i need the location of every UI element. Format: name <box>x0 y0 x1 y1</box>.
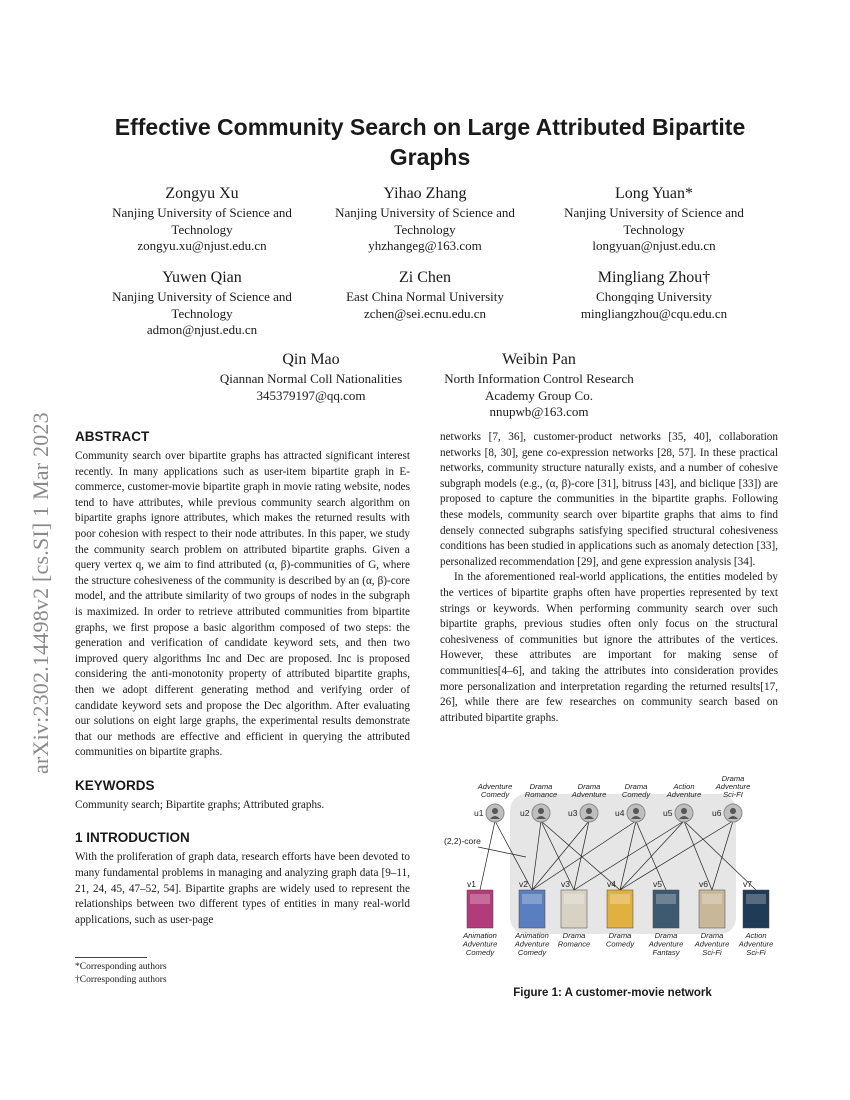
keywords-text: Community search; Bipartite graphs; Attributed graphs. <box>75 798 325 811</box>
user-attribute-label: Adventure <box>571 790 607 799</box>
user-head-icon <box>492 808 498 814</box>
movie-attribute-label: Fantasy <box>652 948 680 957</box>
author-affiliation: Chongqing University <box>596 289 712 304</box>
arxiv-identifier: arXiv:2302.14498v2 [cs.SI] 1 Mar 2023 <box>28 412 53 774</box>
movie-id-label: v1 <box>467 879 476 889</box>
movie-attribute-label: Romance <box>557 939 591 949</box>
introduction-paragraph: In the aforementioned real-world applications, the entities modeled by the vertices of bipartite graphs often have properties represented by text strings or keywords. When performing community search over such bipartite graphs, previous studies often only focus on the structural cohesiveness of communities but ignore the attributes of the vertices. However, these attributes are important for making sense of communities[4–6], and taking the attributes into consideration provides more personalization and interpretation regarding the returned results[17, 26], while there are few researches on community search based on attributed bipartite graphs. <box>440 571 778 724</box>
core-label: (2,2)-core <box>444 836 481 846</box>
user-id-label: u4 <box>615 808 625 818</box>
user-id-label: u3 <box>568 808 578 818</box>
movie-attribute-label: Adventure <box>738 939 774 949</box>
author-block <box>196 350 426 404</box>
author-affiliation: Nanjing University of Science and Technology <box>112 289 292 321</box>
movie-id-label: v7 <box>743 879 752 889</box>
introduction-heading: 1 INTRODUCTION <box>75 830 190 846</box>
footnote: †Corresponding authors <box>75 975 167 985</box>
author-name: Qin Mao <box>282 351 340 368</box>
user-head-icon <box>730 808 736 814</box>
movie-id-label: v3 <box>561 879 570 889</box>
movie-attribute-label: Comedy <box>465 948 495 957</box>
author-affiliation: Nanjing University of Science and Technology <box>335 205 515 237</box>
author-block <box>310 268 540 322</box>
author-block <box>87 268 317 339</box>
author-block <box>424 350 654 421</box>
user-id-label: u6 <box>712 808 722 818</box>
author-name: Zi Chen <box>399 269 451 286</box>
footnote: *Corresponding authors <box>75 962 167 972</box>
author-email[interactable]: admon@njust.edu.cn <box>146 322 258 337</box>
author-email[interactable]: yhzhangeg@163.com <box>368 238 482 253</box>
movie-attribute-label: Adventure <box>514 939 550 949</box>
movie-attribute-label: Comedy <box>517 948 547 957</box>
introduction-paragraph: networks [7, 36], customer-product networks [35, 40], collaboration networks [8, 30], gene co-expression networks [28, 57]. In these practical networks, community structure naturally exists, and a number of cohesive subgraph models (e.g., (α, β)-core [31], bitruss [43], and biclique [33]) are proposed to capture the communities in the bipartite graphs. Following these models, community search over bipartite graphs that aims to find densely connected subgraphs satisfying specified structural cohesiveness conditions has been studied in applications such as anomaly detection [33], personalized recommendation [29], and gene expression analysis [34]. <box>440 431 778 568</box>
movie-poster-highlight <box>564 894 584 904</box>
user-attribute-label: Adventure <box>715 782 751 791</box>
author-affiliation: Nanjing University of Science and Technology <box>112 205 292 237</box>
user-attribute-label: Sci-FI <box>723 790 743 799</box>
movie-poster-highlight <box>702 894 722 904</box>
left-column <box>75 428 410 928</box>
movie-attribute-label: Sci-Fi <box>702 948 722 957</box>
author-block <box>310 184 540 255</box>
movie-attribute-label: Animation <box>515 931 549 940</box>
movie-attribute-label: Animation <box>463 931 497 940</box>
author-email[interactable]: longyuan@njust.edu.cn <box>592 238 716 253</box>
user-id-label: u1 <box>474 808 484 818</box>
movie-attribute-label: Drama <box>654 931 678 940</box>
user-head-icon <box>633 808 639 814</box>
user-attribute-label: Drama <box>721 774 745 783</box>
author-name: Long Yuan* <box>614 185 694 202</box>
introduction-text: With the proliferation of graph data, research efforts have been devoted to many fundamental problems in managing and analyzing graph data [9–11, 21, 24, 45, 47–52, 54]. Bipartite graphs are widely used to represent the relationships between two different types of entities in many real-world applications, such as user-page <box>75 851 410 926</box>
user-attribute-label: Romance <box>524 790 558 799</box>
user-attribute-label: Adventure <box>666 790 702 799</box>
user-id-label: u5 <box>663 808 673 818</box>
movie-id-label: v2 <box>519 879 528 889</box>
user-head-icon <box>681 808 687 814</box>
author-name: Yuwen Qian <box>162 269 242 286</box>
abstract-heading: ABSTRACT <box>75 429 150 444</box>
movie-poster-highlight <box>470 894 490 904</box>
paper-title: Effective Community Search on Large Attributed Bipartite Graphs <box>114 114 746 170</box>
author-name: Zongyu Xu <box>165 185 239 202</box>
movie-poster-highlight <box>656 894 676 904</box>
user-attribute-label: Adventure <box>477 782 513 791</box>
figure-caption: Figure 1: A customer-movie network <box>513 987 712 999</box>
author-affiliation: North Information Control Research Academy Group Co. <box>444 371 634 403</box>
movie-attribute-label: Adventure <box>694 939 730 949</box>
author-block <box>87 184 317 255</box>
user-attribute-label: Comedy <box>480 790 510 799</box>
author-affiliation: East China Normal University <box>346 289 504 304</box>
author-email[interactable]: nnupwb@163.com <box>489 404 589 419</box>
user-attribute-label: Drama <box>624 782 648 791</box>
movie-attribute-label: Comedy <box>605 939 635 949</box>
graph-edge <box>480 821 495 890</box>
right-column <box>440 430 778 726</box>
author-email[interactable]: zchen@sei.ecnu.edu.cn <box>363 305 487 321</box>
movie-id-label: v4 <box>607 879 616 889</box>
movie-attribute-label: Adventure <box>648 939 684 949</box>
author-block <box>539 184 769 255</box>
user-attribute-label: Action <box>673 782 695 791</box>
user-head-icon <box>586 808 592 814</box>
abstract-text: Community search over bipartite graphs has attracted significant interest recently. In many applications such as user-item bipartite graph in E-commerce, customer-movie bipartite graph in movie rating website, nodes tend to have attributes, while previous community search algorithm on bipartite graphs ignore attributes, which makes the returned results with poor cohesion with respect to their node attributes. In this paper, we study the community search problem on attributed bipartite graphs. Given a query vertex q, we aim to find attributed (α, β)-communities of G, where the structure cohesiveness of the community is described by an (α, β)-core model, and the attribute similarity of two groups of nodes in the subgraph is maximized. In order to retrieve attributed communities from bipartite graphs, we first propose a basic algorithm composed of two steps: the generation and verification of candidate keyword sets, and then two improved query algorithms Inc and Dec are proposed. Inc is proposed considering the anti-monotonity property of attributed bipartite graphs, then we adopt different generating method and verifying order of candidate keyword sets and propose the Dec algorithm. After evaluating our solutions on eight large graphs, the experimental results demonstrate that our methods are effective and efficient in querying the attributed communities on bipartite graphs. <box>75 450 410 759</box>
author-email[interactable]: zongyu.xu@njust.edu.cn <box>137 238 267 253</box>
user-id-label: u2 <box>520 808 530 818</box>
movie-poster-highlight <box>746 894 766 904</box>
movie-attribute-label: Drama <box>562 931 586 940</box>
footnote-divider <box>75 957 147 958</box>
customer-movie-network-figure <box>440 762 785 972</box>
author-name: Yihao Zhang <box>383 185 467 202</box>
author-email[interactable]: 345379197@qq.com <box>256 387 366 403</box>
user-head-icon <box>538 808 544 814</box>
author-affiliation: Nanjing University of Science and Technology <box>564 205 744 237</box>
user-attribute-label: Comedy <box>621 790 651 799</box>
author-name: Weibin Pan <box>502 351 576 368</box>
movie-id-label: v5 <box>653 879 662 889</box>
keywords-heading: KEYWORDS <box>75 777 155 793</box>
movie-attribute-label: Sci-Fi <box>746 948 766 957</box>
user-attribute-label: Drama <box>577 782 601 791</box>
movie-attribute-label: Drama <box>608 931 632 940</box>
movie-attribute-label: Adventure <box>462 939 498 949</box>
user-attribute-label: Drama <box>529 782 553 791</box>
author-name: Mingliang Zhou† <box>597 269 711 286</box>
author-block <box>539 268 769 322</box>
movie-poster-highlight <box>610 894 630 904</box>
author-affiliation: Qiannan Normal Coll Nationalities <box>219 371 403 386</box>
movie-attribute-label: Action <box>745 931 767 940</box>
movie-attribute-label: Drama <box>700 931 724 940</box>
author-email[interactable]: mingliangzhou@cqu.edu.cn <box>580 305 728 321</box>
movie-poster-highlight <box>522 894 542 904</box>
movie-id-label: v6 <box>699 879 708 889</box>
